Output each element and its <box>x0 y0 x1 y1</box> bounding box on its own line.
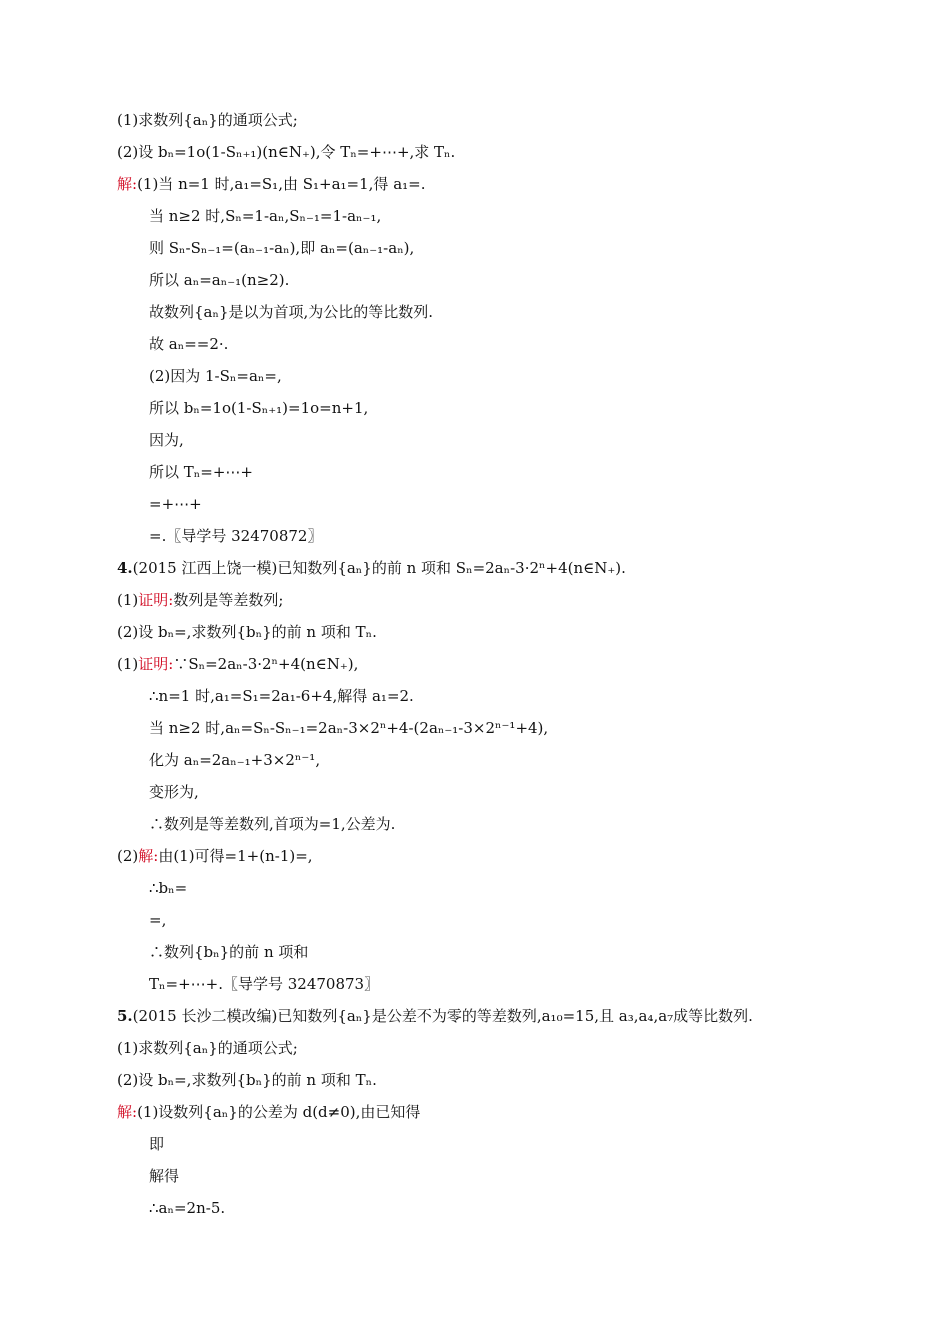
text-line <box>117 1038 298 1058</box>
text-line <box>149 1134 164 1154</box>
text-span: 则 Sₙ-Sₙ₋₁=(aₙ₋₁-aₙ),即 aₙ=(aₙ₋₁-aₙ), <box>149 239 415 257</box>
text-line <box>117 558 626 578</box>
text-span: 故数列{aₙ}是以为首项,为公比的等比数列. <box>149 303 434 321</box>
text-line <box>149 974 379 994</box>
text-span: (1)求数列{aₙ}的通项公式; <box>117 111 298 129</box>
text-line <box>149 1166 179 1186</box>
text-line <box>149 270 289 290</box>
text-span: Tₙ=+⋯+.〖导学号 32470873〗 <box>149 975 380 993</box>
text-span: ∴bₙ= <box>149 879 188 897</box>
text-line <box>117 174 426 194</box>
solution-label: 证明: <box>138 591 174 609</box>
text-line <box>117 1102 420 1122</box>
text-line <box>117 654 358 674</box>
text-span: (2)设 bₙ=1o(1-Sₙ₊₁)(n∈N₊),令 Tₙ=+⋯+,求 Tₙ. <box>117 143 456 161</box>
text-line <box>149 942 308 962</box>
text-line <box>149 1198 225 1218</box>
text-span: (1) <box>117 655 139 673</box>
text-line <box>117 622 377 642</box>
text-span: 所以 bₙ=1o(1-Sₙ₊₁)=1o=n+1, <box>149 399 369 417</box>
text-line <box>149 398 368 418</box>
text-span: (1)设数列{aₙ}的公差为 d(d≠0),由已知得 <box>137 1103 421 1121</box>
text-span: (2) <box>117 847 139 865</box>
text-line <box>149 878 187 898</box>
text-span: (2015 长沙二模改编)已知数列{aₙ}是公差不为零的等差数列,a₁₀=15,且 a₃,a₄,a₇成等比数列. <box>132 1007 753 1025</box>
text-span: 化为 aₙ=2aₙ₋₁+3×2ⁿ⁻¹, <box>149 751 321 769</box>
text-span: 所以 Tₙ=+⋯+ <box>149 463 253 481</box>
solution-label: 解: <box>117 175 138 193</box>
text-line <box>149 686 414 706</box>
text-span: 当 n≥2 时,Sₙ=1-aₙ,Sₙ₋₁=1-aₙ₋₁, <box>149 207 382 225</box>
text-span: (1)求数列{aₙ}的通项公式; <box>117 1039 298 1057</box>
text-line <box>117 590 283 610</box>
text-line <box>149 526 322 546</box>
text-span: 由(1)可得=1+(n-1)=, <box>158 847 313 865</box>
text-span: =.〖导学号 32470872〗 <box>149 527 323 545</box>
text-span: (1)当 n=1 时,a₁=S₁,由 S₁+a₁=1,得 a₁=. <box>137 175 426 193</box>
text-line <box>149 718 548 738</box>
text-line <box>149 910 166 930</box>
text-span: (2)设 bₙ=,求数列{bₙ}的前 n 项和 Tₙ. <box>117 1071 377 1089</box>
text-span: 变形为, <box>149 783 199 801</box>
solution-label: 解: <box>117 1103 138 1121</box>
solution-label: 证明: <box>138 655 174 673</box>
text-span: (2)设 bₙ=,求数列{bₙ}的前 n 项和 Tₙ. <box>117 623 377 641</box>
text-line <box>149 782 199 802</box>
text-line <box>149 462 253 482</box>
text-span: (2)因为 1-Sₙ=aₙ=, <box>149 367 282 385</box>
text-span: 因为, <box>149 431 184 449</box>
text-line <box>149 494 202 514</box>
text-line <box>149 750 320 770</box>
text-span: 即 <box>149 1135 165 1153</box>
text-span: ∵Sₙ=2aₙ-3·2ⁿ+4(n∈N₊), <box>173 655 359 673</box>
text-span: 5. <box>117 1007 133 1025</box>
text-line <box>117 1006 753 1026</box>
text-span: (1) <box>117 591 139 609</box>
text-span: 故 aₙ==2·. <box>149 335 229 353</box>
text-span: (2015 江西上饶一模)已知数列{aₙ}的前 n 项和 Sₙ=2aₙ-3·2ⁿ+4(n∈N₊). <box>132 559 626 577</box>
text-span: 解得 <box>149 1167 180 1185</box>
text-line <box>149 302 433 322</box>
text-span: ∴n=1 时,a₁=S₁=2a₁-6+4,解得 a₁=2. <box>149 687 414 705</box>
solution-label: 解: <box>138 847 159 865</box>
text-line <box>149 430 184 450</box>
text-span: 数列是等差数列; <box>173 591 284 609</box>
text-line <box>149 814 395 834</box>
text-span: ∴数列{bₙ}的前 n 项和 <box>149 943 309 961</box>
text-span: =+⋯+ <box>149 495 202 513</box>
text-line <box>117 846 313 866</box>
text-span: 4. <box>117 559 133 577</box>
text-line <box>149 238 414 258</box>
text-span: =, <box>149 911 167 929</box>
text-line <box>117 1070 377 1090</box>
text-span: ∴aₙ=2n-5. <box>149 1199 226 1217</box>
text-line <box>117 110 298 130</box>
text-span: 当 n≥2 时,aₙ=Sₙ-Sₙ₋₁=2aₙ-3×2ⁿ+4-(2aₙ₋₁-3×2ⁿ⁻¹+4), <box>149 719 549 737</box>
text-span: ∴数列是等差数列,首项为=1,公差为. <box>149 815 396 833</box>
text-line <box>117 142 455 162</box>
text-line <box>149 206 381 226</box>
text-span: 所以 aₙ=aₙ₋₁(n≥2). <box>149 271 290 289</box>
text-line <box>149 366 282 386</box>
text-line <box>149 334 228 354</box>
